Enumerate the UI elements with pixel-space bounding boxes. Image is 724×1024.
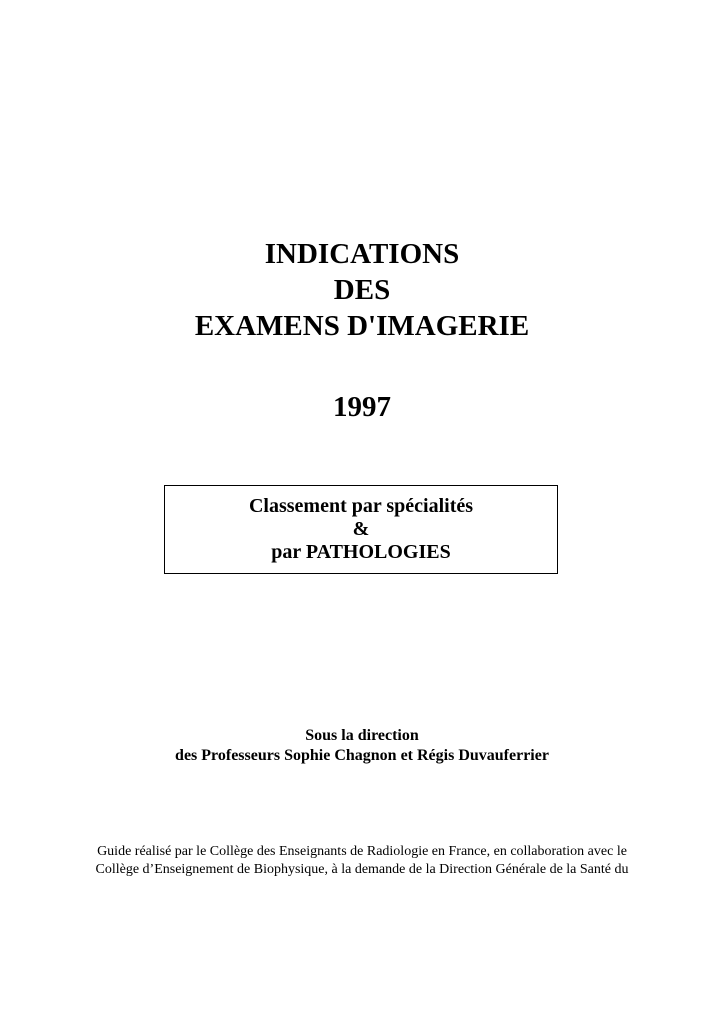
- document-title: [0, 236, 724, 344]
- direction-line-2: des Professeurs Sophie Chagnon et Régis Duvauferrier: [175, 747, 549, 764]
- classification-line-2: &: [352, 518, 370, 540]
- document-year: 1997: [333, 391, 391, 423]
- title-line-1: INDICATIONS: [264, 238, 460, 270]
- direction-line-1: Sous la direction: [305, 727, 419, 744]
- guide-line-2: Collège d’Enseignement de Biophysique, à la demande de la Direction Générale de la Santé du: [95, 862, 629, 877]
- title-line-3: EXAMENS D'IMAGERIE: [194, 310, 530, 342]
- classification-line-3: par PATHOLOGIES: [271, 541, 451, 563]
- classification-box: [164, 485, 558, 574]
- guide-line-1: Guide réalisé par le Collège des Enseignants de Radiologie en France, en collaboration avec le: [97, 844, 627, 859]
- guide-description: [60, 843, 664, 879]
- direction-credits: [0, 726, 724, 766]
- classification-line-1: Classement par spécialités: [248, 495, 474, 517]
- title-line-2: DES: [333, 274, 391, 306]
